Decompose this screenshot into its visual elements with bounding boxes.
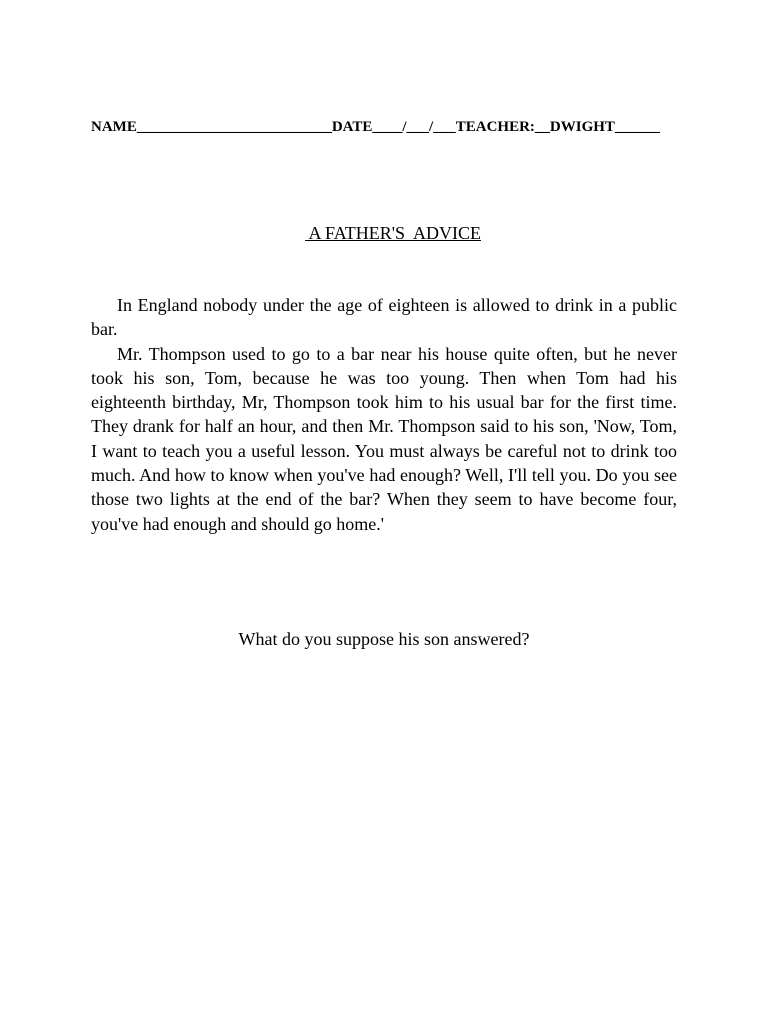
- question-text: What do you suppose his son answered?: [238, 629, 530, 649]
- story-body: [91, 293, 677, 536]
- worksheet-header: NAME__________________________DATE____/___/___TEACHER:__DWIGHT______: [91, 119, 660, 135]
- story-title-block: [0, 200, 768, 266]
- story-paragraph-1: In England nobody under the age of eighteen is allowed to drink in a public bar.: [91, 295, 677, 340]
- story-paragraph-2: Mr. Thompson used to go to a bar near his house quite often, but he never took his son, Tom, because he was too young. Then when Tom had his eighteenth birthday, Mr, Thompson took him to his usual bar for the first time. They drank for half an hour, and then Mr. Thompson said to his son, 'Now, Tom, I want to teach you a useful lesson. You must always be careful not to drink too much. And how to know when you've had enough? Well, I'll tell you. Do you see those two lights at the end of the bar? When they seem to have become four, you've had enough and should go home.': [91, 343, 677, 534]
- story-title: A FATHER'S ADVICE: [305, 223, 481, 243]
